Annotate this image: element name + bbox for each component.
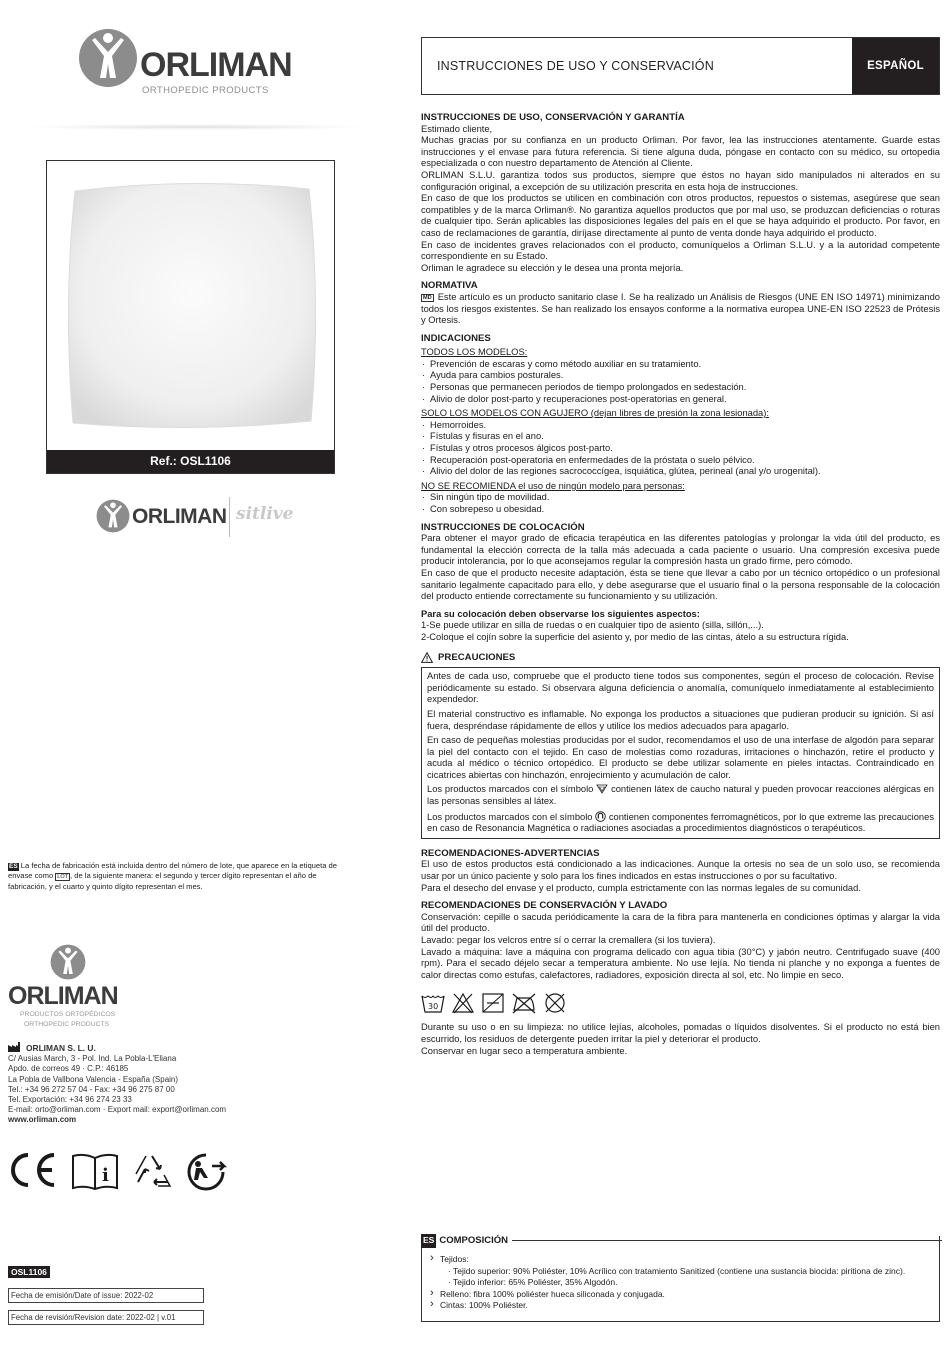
steps-title: Para su colocación deben observarse los siguientes aspectos: (421, 608, 700, 619)
no-dry-clean-icon (543, 992, 567, 1014)
orliman-tagline: ORTHOPEDIC PRODUCTS (142, 85, 269, 96)
care-symbols (421, 992, 940, 1016)
magnetic-text-1: Los productos marcados con el símbolo (427, 811, 593, 822)
product-image-frame (46, 160, 335, 474)
orliman-logo-bottom (8, 944, 138, 1034)
company-address-2: Apdo. de correos 49 · C.P.: 46185 (8, 1064, 129, 1074)
lot-note (8, 861, 353, 892)
company-website: www.orliman.com (8, 1115, 77, 1125)
list-item: · Hemorroides. (421, 420, 940, 432)
magnetic-text-2: contienen componentes ferromagnéticos, por lo que extreme las precauciones en caso de Resonancia Magnética o radiaciones asociadas a procedimientos diagnósticos o terapéuticos. (427, 811, 934, 834)
orliman-wordmark: ORLIMAN (140, 46, 292, 84)
company-address-3: La Pobla de Vallbona Valencia - España (Spain) (8, 1074, 179, 1084)
dry-flat-icon (481, 992, 505, 1014)
contraindications-title: NO SE RECOMIENDA el uso de ningún modelo para personas: (421, 480, 685, 491)
lang-tag: ES (421, 1234, 436, 1248)
latex-text-1: Los productos marcados con el símbolo (427, 784, 594, 795)
indications-list-all (421, 359, 940, 405)
section-title-normativa: NORMATIVA (421, 280, 478, 292)
sitlive-wordmark: sitlive (236, 504, 294, 524)
composition-title: COMPOSICIÓN (439, 1235, 508, 1246)
manufacturer-icon (8, 1042, 22, 1052)
list-item: · Fístulas y fisuras en el ano. (421, 431, 940, 443)
section-title-indicaciones: INDICACIONES (421, 332, 491, 344)
lang-tag: ES (9, 863, 18, 870)
paragraph: En caso de incidentes graves relacionados con el producto, comuníquelos a Orliman S.L.U. y a la autoridad competente correspondiente en su Estado. (421, 239, 940, 262)
orliman-logo-top (78, 28, 308, 98)
normativa-body: Este artículo es un producto sanitario clase I. Se ha realizado un Análisis de Riesgos (UNE EN ISO 14971) minimizando todos los riesgos existentes. Se han realizado los ensayos conforme a la normativa europea UNE-EN ISO 22523 de Prótesis y Ortesis. (421, 291, 940, 326)
instructions-body (421, 112, 940, 1057)
orliman-figure-icon (50, 944, 86, 980)
precautions-box (421, 667, 940, 839)
section-title-conservacion: RECOMENDACIONES DE CONSERVACIÓN Y LAVADO (421, 900, 668, 912)
orliman-figure-icon (96, 499, 130, 533)
lot-symbol: LOT (57, 874, 68, 881)
orliman-sitlive-logo (96, 495, 296, 539)
paragraph: El material constructivo es inflamable. No exponga los productos a situaciones que pudieran producir su ignición. Si así fuera, despréndase rápidamente de ellos y utilice los medios adecuados para apagarlo. (427, 708, 934, 731)
ref-code-badge: OSL1106 (8, 1266, 50, 1278)
orliman-tagline-es: PRODUCTOS ORTOPÉDICOS (20, 1011, 116, 1018)
paragraph: Estimado cliente, (421, 123, 493, 134)
latex-paragraph (427, 784, 934, 807)
list-item: · Prevención de escaras y como método auxiliar en su tratamiento. (421, 359, 940, 371)
decorative-divider (20, 124, 370, 130)
paragraph: Conservar en lugar seco a temperatura ambiente. (421, 1045, 628, 1056)
composition-list (430, 1254, 905, 1312)
composition-item: › Tejidos: (430, 1254, 905, 1266)
orliman-figure-icon (78, 28, 138, 98)
recycle-icon (130, 1152, 174, 1190)
wash-30-icon (421, 992, 445, 1014)
section-title-recomendaciones: RECOMENDACIONES-ADVERTENCIAS (421, 847, 600, 859)
composition-subitem: · Tejido superior: 90% Poliéster, 10% Acrílico con tratamiento Sanitized (contiene una sustancia biocida: piritiona de zinc). (448, 1265, 906, 1276)
latex-icon (596, 784, 608, 794)
paragraph: Para el desecho del envase y el producto, cumpla estrictamente con las normas legales de su comunidad. (421, 882, 861, 893)
company-phone: Tel.: +34 96 272 57 04 - Fax: +34 96 275 87 00 (8, 1084, 175, 1094)
section-title-precauciones: PRECAUCIONES (438, 651, 516, 663)
paragraph: Conservación: cepille o sacuda periódicamente la cara de la fibra para mantenerla en condiciones óptimas y alargar la vida útil del producto. (421, 911, 940, 934)
composition-subitem: · Tejido inferior: 65% Poliéster, 35% Algodón. (448, 1277, 618, 1288)
list-item: · Personas que permanecen periodos de tiempo prolongados en sedestación. (421, 382, 940, 394)
magnetic-paragraph (427, 811, 934, 835)
company-address-1: C/ Ausias March, 3 - Pol. Ind. La Pobla-L'Eliana (8, 1054, 177, 1064)
triman-icon (184, 1152, 228, 1192)
document-title: INSTRUCCIONES DE USO Y CONSERVACIÓN (437, 59, 714, 73)
list-item: · Recuperación post-operatoria en enfermedades de la próstata o suelo pélvico. (421, 455, 940, 467)
header-rule (512, 1240, 942, 1241)
composition-item: › Relleno: fibra 100% poliéster hueca siliconada y conjugada. (430, 1289, 905, 1301)
orliman-wordmark: ORLIMAN (8, 982, 118, 1010)
paragraph: Antes de cada uso, compruebe que el producto tiene todos sus componentes, según el proceso de colocación. Revise periódicamente su estado. Si observara alguna deficiencia o anomalía, comuníquelo inmediatamente al establecimiento expendedor. (427, 671, 934, 705)
logo-separator (229, 497, 230, 537)
composition-header (421, 1234, 942, 1248)
warning-icon (421, 652, 433, 663)
indications-group-title: SOLO LOS MODELOS CON AGUJERO (dejan libres de presión la zona lesionada): (421, 408, 769, 419)
latex-text-2: contienen látex de caucho natural y pueden provocar reacciones alérgicas en las personas sensibles al látex. (427, 784, 934, 807)
step: 2-Coloque el cojín sobre la superficie del asiento y, por medio de las cintas, átelo a su estructura rígida. (421, 631, 849, 642)
issue-date: Fecha de emisión/Date of issue: 2022-02 (8, 1288, 204, 1303)
paragraph: En caso de que el producto necesite adaptación, ésta se tiene que llevar a cabo por un técnico ortopédico o un profesional sanitario legalmente capacitado para ello, y debe asegurarse que el usuario final o la persona responsable de la colocación del producto entiende correctamente su funcionamiento y su utilización. (421, 567, 940, 602)
list-item: · Sin ningún tipo de movilidad. (421, 492, 940, 504)
paragraph: Muchas gracias por su confianza en un producto Orliman. Por favor, lea las instrucciones atentamente. Guarde estas instrucciones y el envase para futura referencia. Si tiene alguna duda, póngase en contacto con su médico, su ortopedia especializada o con nuestro departamento de Atención al Cliente. (421, 135, 940, 169)
ce-mark-icon (8, 1152, 58, 1188)
normativa-text (421, 292, 940, 327)
lot-note-text-2: , de la siguiente manera: el segundo y tercer dígito representan el año de fabricación, y el cuarto y quinto dígito representan el mes. (8, 871, 317, 891)
section-title-garantia: INSTRUCCIONES DE USO, CONSERVACIÓN Y GARANTÍA (421, 112, 685, 123)
medical-device-icon: MD (423, 294, 432, 301)
composition-item: › Cintas: 100% Poliéster. (430, 1300, 905, 1312)
no-bleach-icon (451, 992, 475, 1014)
consult-instructions-icon (70, 1152, 120, 1190)
svg-text:i: i (102, 1165, 109, 1186)
company-email: E-mail: orto@orliman.com · Export mail: export@orliman.com (8, 1105, 227, 1115)
magnetic-icon (595, 811, 606, 822)
paragraph: Para obtener el mayor grado de eficacia terapéutica en las diferentes patologías y prolongar la vida útil del producto, es fundamental la elección correcta de la talla más adecuada a cada paciente o usuario. Una compresión excesiva puede producir intolerancia, por lo que aconsejamos regular la compresión hasta un grado firme, pero cómodo. (421, 533, 940, 567)
paragraph: Lavado: pegar los velcros entre sí o cerrar la cremallera (si los tuviera). (421, 935, 716, 945)
list-item: · Alivio del dolor de las regiones sacrococcígea, isquiática, glútea, perineal (anal y/o urogenital). (421, 466, 940, 478)
paragraph: En caso de que los productos se utilicen en combinación con otros productos, repuestos o sistemas, asegúrese que sean compatibles y de la marca Orliman®. No garantiza aquellos productos que por mal uso, se produzcan deficiencias o roturas de cualquier tipo. Serán aplicables las disposiciones legales del país en el que se haya adquirido el producto. Por favor, en caso de reclamaciones de garantía, diríjase directamente al punto de venta donde haya adquirido el producto. (421, 193, 940, 238)
company-name: ORLIMAN S. L. U. (26, 1043, 96, 1053)
paragraph: Durante su uso o en su limpieza: no utilice lejías, alcoholes, pomadas o líquidos disolventes. Si el producto no está bien escurrido, los residuos de detergente pueden irritar la piel y deteriorar el producto. (421, 1022, 940, 1044)
no-iron-icon (511, 992, 537, 1014)
product-ref-bar: Ref.: OSL1106 (47, 450, 334, 473)
paragraph: Orliman le agradece su elección y le desea una pronta mejoría. (421, 262, 684, 273)
composition-box (421, 1236, 940, 1322)
paragraph: En caso de pequeñas molestias producidas por el sudor, recomendamos el uso de una interfase de algodón para separar la piel del contacto con el tejido. En caso de molestias como rozaduras, irritaciones o hinchazón, retire el producto y acuda al médico o técnico ortopédico. El producto se debe utilizar solamente en pieles intactas. Contraindicado en cicatrices abiertas con hinchazón, enrojecimiento y acumulación de calor. (427, 735, 934, 780)
pillow-image (65, 179, 319, 429)
lot-note-text-1: La fecha de fabricación está incluida dentro del número de lote, que aparece en la etiqueta de envase como (8, 861, 338, 881)
indications-list-hole (421, 420, 940, 478)
precautions-header (421, 652, 940, 664)
step: 1-Se puede utilizar en silla de ruedas o en cualquier tipo de asiento (silla, sillón,...). (421, 620, 764, 631)
contraindications-list (421, 492, 940, 515)
list-item: · Ayuda para cambios posturales. (421, 370, 940, 382)
list-item: · Con sobrepeso u obesidad. (421, 504, 940, 516)
document-header (421, 37, 940, 95)
section-title-colocacion: INSTRUCCIONES DE COLOCACIÓN (421, 521, 585, 533)
company-name-row (8, 1042, 328, 1054)
paragraph: Lavado a máquina: lave a máquina con programa delicado con agua tibia (30°C) y jabón neutro. Centrifugado suave (400 rpm). Para el secado déjelo secar a temperatura ambiente. No use lejía. No tienda ni planche y no exponga a fuentes de calor directas como estufas, calefactores, radiadores, exposición directa al sol, etc. No limpie en seco. (421, 946, 940, 980)
list-item: · Alivio de dolor post-parto y recuperaciones post-operatorias en general. (421, 394, 940, 406)
company-info (8, 1042, 328, 1126)
paragraph: El uso de estos productos está condicionado a las indicaciones. Aunque la ortesis no sea de un solo uso, se recomienda usar por un único paciente y solo para los fines indicados en estas instrucciones o por su facultativo. (421, 859, 940, 882)
wash-temperature: 30 (428, 1002, 439, 1012)
orliman-tagline-en: ORTHOPEDIC PRODUCTS (24, 1021, 110, 1028)
indications-group-title: TODOS LOS MODELOS: (421, 347, 528, 358)
paragraph: ORLIMAN S.L.U. garantiza todos sus productos, siempre que éstos no hayan sido manipulados ni alterados en su configuración original, a excepción de su utilización prescrita en esta hoja de instrucciones. (421, 169, 940, 192)
list-item: · Fístulas y otros procesos álgicos post-parto. (421, 443, 940, 455)
revision-date: Fecha de revisión/Revision date: 2022-02 | v.01 (8, 1310, 204, 1325)
orliman-wordmark: ORLIMAN (132, 505, 227, 528)
language-badge: ESPAÑOL (852, 38, 939, 94)
company-export-phone: Tel. Exportación: +34 96 274 23 33 (8, 1095, 132, 1105)
